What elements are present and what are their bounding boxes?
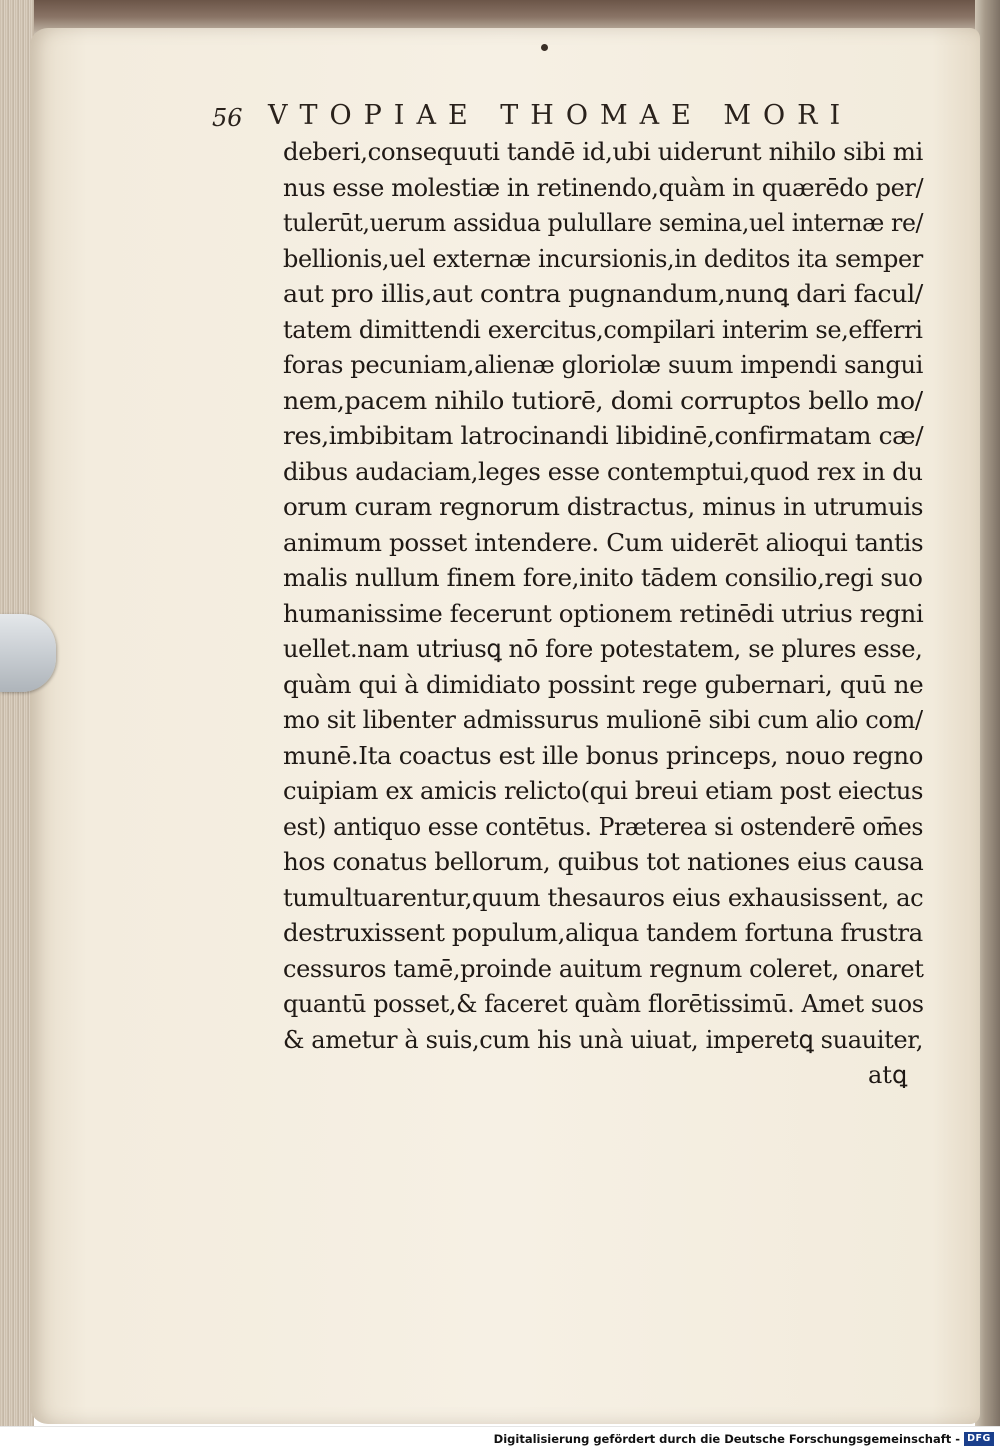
- text-line: deberi,consequuti tandē id,ubi uiderunt nihilo sibi mi: [283, 137, 923, 166]
- body-text: [283, 134, 923, 1057]
- page-number: 56: [212, 104, 243, 132]
- text-line: nem,pacem nihilo tutiorē, domi corruptos bello mo/: [283, 385, 923, 415]
- text-line: destruxissent populum,aliqua tandem fortuna frustra: [283, 918, 923, 947]
- text-line: hos conatus bellorum, quibus tot nationes eius causa: [283, 847, 924, 876]
- page-header: [212, 98, 932, 138]
- text-line: tulerūt,uerum assidua pulullare semina,uel internæ re/: [283, 208, 924, 237]
- text-line: tatem dimittendi exercitus,compilari interim se,efferri: [283, 314, 923, 344]
- catchword: atꝗ: [868, 1061, 908, 1089]
- text-line: aut pro illis,aut contra pugnandum,nunꝗ dari facul/: [283, 279, 923, 308]
- text-line: malis nullum finem fore,inito tādem consilio,regi suo: [283, 563, 923, 592]
- page-stack-left: [0, 0, 34, 1426]
- text-line: & ametur à suis,cum his unà uiuat, imperetꝗ suauiter,: [283, 1024, 923, 1054]
- text-line: dibus audaciam,leges esse contemptui,quod rex in du: [283, 456, 923, 486]
- text-line: nus esse molestiæ in retinendo,quàm in quærēdo per/: [283, 172, 924, 202]
- text-line: foras pecuniam,alienæ gloriolæ suum impendi sangui: [283, 350, 923, 379]
- text-line: res,imbibitam latrocinandi libidinē,confirmatam cæ/: [283, 421, 924, 450]
- text-line: mo sit libenter admissurus mulionē sibi cum alio com/: [283, 705, 923, 734]
- text-line: est) antiquo esse contētus. Præterea si ostenderē om̄es: [283, 811, 924, 841]
- running-title: VTOPIAE THOMAE MORI: [268, 100, 853, 131]
- text-line: cessuros tamē,proinde auitum regnum coleret, onaret: [283, 953, 924, 983]
- text-line: animum posset intendere. Cum uiderēt alioqui tantis: [283, 527, 924, 557]
- text-line: humanissime fecerunt optionem retinēdi utrius regni: [283, 598, 924, 628]
- dfg-logo[interactable]: DFG: [964, 1432, 994, 1446]
- footer-bar: [0, 1426, 1000, 1452]
- page-clip: [0, 614, 56, 692]
- text-line: uellet.nam utriusꝗ nō fore potestatem, se plures esse,: [283, 634, 923, 663]
- text-line: tumultuarentur,quum thesauros eius exhausissent, ac: [283, 882, 924, 912]
- text-line: cuipiam ex amicis relicto(qui breui etiam post eiectus: [283, 776, 924, 805]
- text-line: quantū posset,& faceret quàm florētissimū. Amet suos: [283, 989, 924, 1018]
- text-line: quàm qui à dimidiato possint rege gubernari, quū ne: [283, 669, 924, 699]
- text-line: bellionis,uel externæ incursionis,in deditos ita semper: [283, 243, 923, 273]
- text-line: munē.Ita coactus est ille bonus princeps, nouo regno: [283, 740, 924, 770]
- ink-dot: [541, 44, 548, 51]
- text-line: orum curam regnorum distractus, minus in utrumuis: [283, 492, 924, 521]
- footer-credit: Digitalisierung gefördert durch die Deutsche Forschungsgemeinschaft -: [493, 1432, 960, 1446]
